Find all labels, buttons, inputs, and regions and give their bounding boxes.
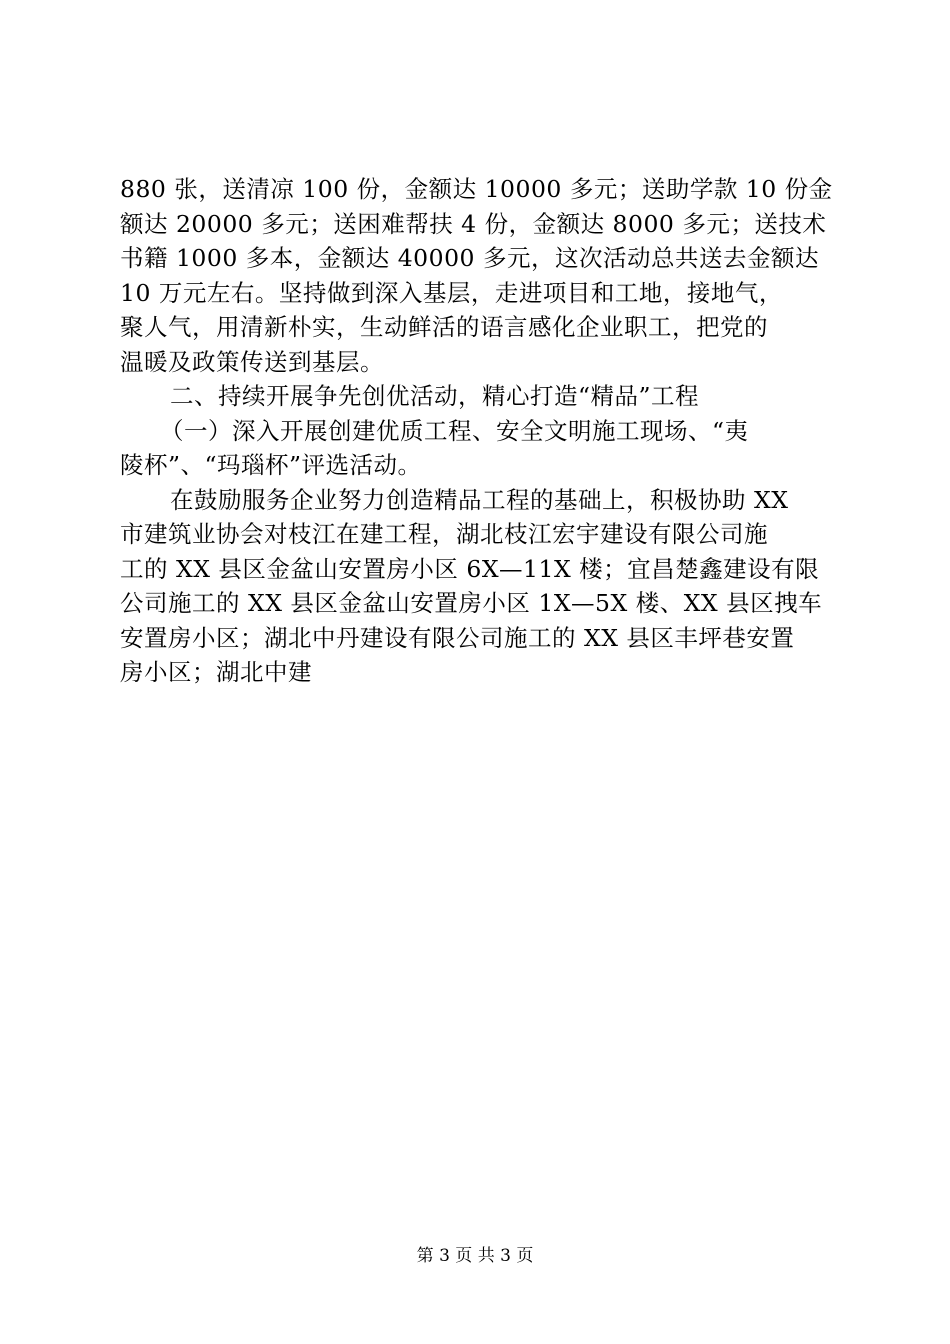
section-heading: 二、持续开展争先创优活动，精心打造“精品”工程 [170,382,700,410]
text-line: 市建筑业协会对枝江在建工程，湖北枝江宏宇建设有限公司施 [120,520,768,548]
text-line: 书籍 1000 多本，金额达 40000 多元，这次活动总共送去金额达 [120,244,819,272]
body-text [120,172,840,690]
text-line: 房小区；湖北中建 [120,658,312,686]
text-line: 陵杯”、“玛瑙杯”评选活动。 [120,451,422,479]
text-line: 880 张，送清凉 100 份，金额达 10000 多元；送助学款 10 份金 [120,175,833,203]
subsection-heading: （一）深入开展创建优质工程、安全文明施工现场、“夷 [160,416,749,445]
text-line: 温暖及政策传送到基层。 [120,347,384,376]
text-line: 安置房小区；湖北中丹建设有限公司施工的 XX 县区丰坪巷安置 [120,623,795,652]
text-line: 工的 XX 县区金盆山安置房小区 6X—11X 楼；宜昌楚鑫建设有限 [120,554,820,583]
text-line: 聚人气，用清新朴实，生动鲜活的语言感化企业职工，把党的 [120,313,768,341]
paragraph-start: 在鼓励服务企业努力创造精品工程的基础上，积极协助 XX [170,485,789,514]
text-line: 额达 20000 多元；送困难帮扶 4 份，金额达 8000 多元；送技术 [120,209,827,238]
text-line: 公司施工的 XX 县区金盆山安置房小区 1X—5X 楼、XX 县区拽车 [120,589,823,617]
page-footer [0,1244,950,1268]
page-number: 第 3 页 共 3 页 [416,1246,534,1266]
text-line: 10 万元左右。坚持做到深入基层，走进项目和工地，接地气， [120,278,783,307]
